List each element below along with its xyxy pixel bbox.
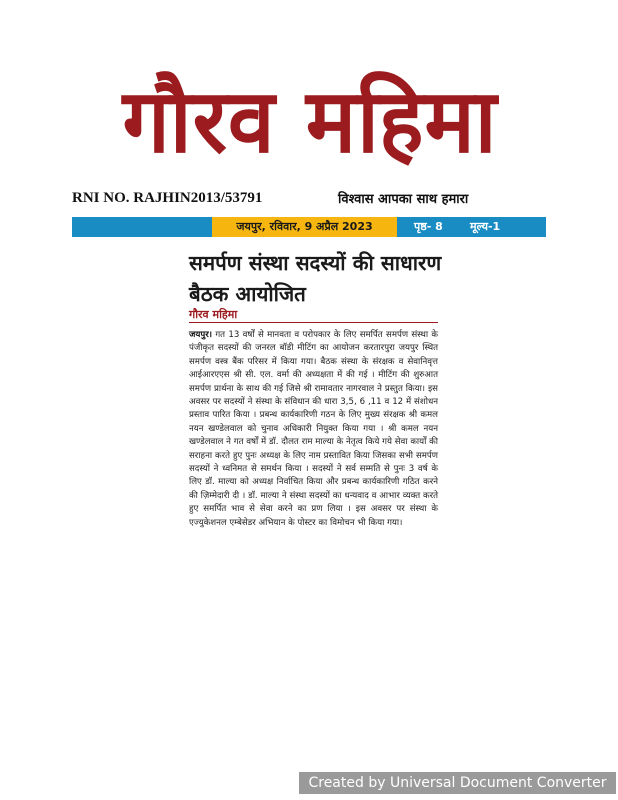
page-number: पृष्ठ- 8 bbox=[414, 220, 443, 233]
price: मूल्य-1 bbox=[470, 220, 501, 233]
article-body bbox=[189, 329, 438, 530]
article-byline: गौरव महिमा bbox=[189, 308, 238, 321]
article-text: गत 13 वर्षों से मानवता व परोपकार के लिए समर्पित समर्पण संस्था के पंजीकृत सदस्यों की जनरल बॉडी मीटिंग का आयोजन करतारपुरा जयपुर स्थित समर्पण वस्त्र बैंक परिसर में किया गया। बैठक संस्था के संरक्षक व सेवानिवृत्त आईआरएएस श्री सी. एल. वर्मा की अध्यक्षता में की गई । मीटिंग की शुरुआत समर्पण प्रार्थना के साथ की गई जिसे श्री रामावतार नागरवाल ने प्रस्तुत किया। इस अवसर पर सदस्यों ने संस्था के संविधान की धारा 3,5, 6 ,11 व 12 में संशोधन प्रस्ताव पारित किया । प्रबन्ध कार्यकारिणी गठन के लिए मुख्य संरक्षक श्री कमल नयन खण्डेलवाल को चुनाव अधिकारी नियुक्त किया गया । श्री कमल नयन खण्डेलवाल ने गत वर्षों में डॉ. दौलत राम माल्या के नेतृत्व किये गये सेवा कार्यों की सराहना करते हुए पुनः अध्यक्ष के लिए नाम प्रस्तावित किया जिसका सभी समर्पण सदस्यों ने ध्वनिमत से समर्थन किया । सदस्यों ने सर्व सम्मति से पुनः 3 वर्ष के लिए डॉ. माल्या को अध्यक्ष निर्वाचित किया और प्रबन्ध कार्यकारिणी गठित करने की ज़िम्मेदारी दी । डॉ. माल्या ने संस्था सदस्यों का धन्यवाद व आभार व्यक्त करते हुए समर्पित भाव से सेवा करने का प्रण लिया । इस अवसर पर संस्था के एज्युकेशनल एम्बेसेडर अभियान के पोस्टर का विमोचन भी किया गया। bbox=[189, 330, 438, 528]
newspaper-logo: गौरव महिमा bbox=[122, 69, 498, 173]
article-headline: समर्पण संस्था सदस्यों की साधारण बैठक आयोजित bbox=[189, 251, 442, 306]
tagline: विश्वास आपका साथ हमारा bbox=[338, 192, 469, 207]
date-bar bbox=[72, 217, 546, 237]
rni-number: RNI NO. RAJHIN2013/53791 bbox=[72, 190, 263, 206]
newspaper-masthead bbox=[72, 69, 546, 238]
converter-watermark: Created by Universal Document Converter bbox=[299, 772, 616, 794]
byline-divider bbox=[189, 322, 438, 323]
issue-date: जयपुर, रविवार, 9 अप्रैल 2023 bbox=[212, 217, 397, 237]
article-dateline: जयपुर। bbox=[189, 330, 213, 340]
